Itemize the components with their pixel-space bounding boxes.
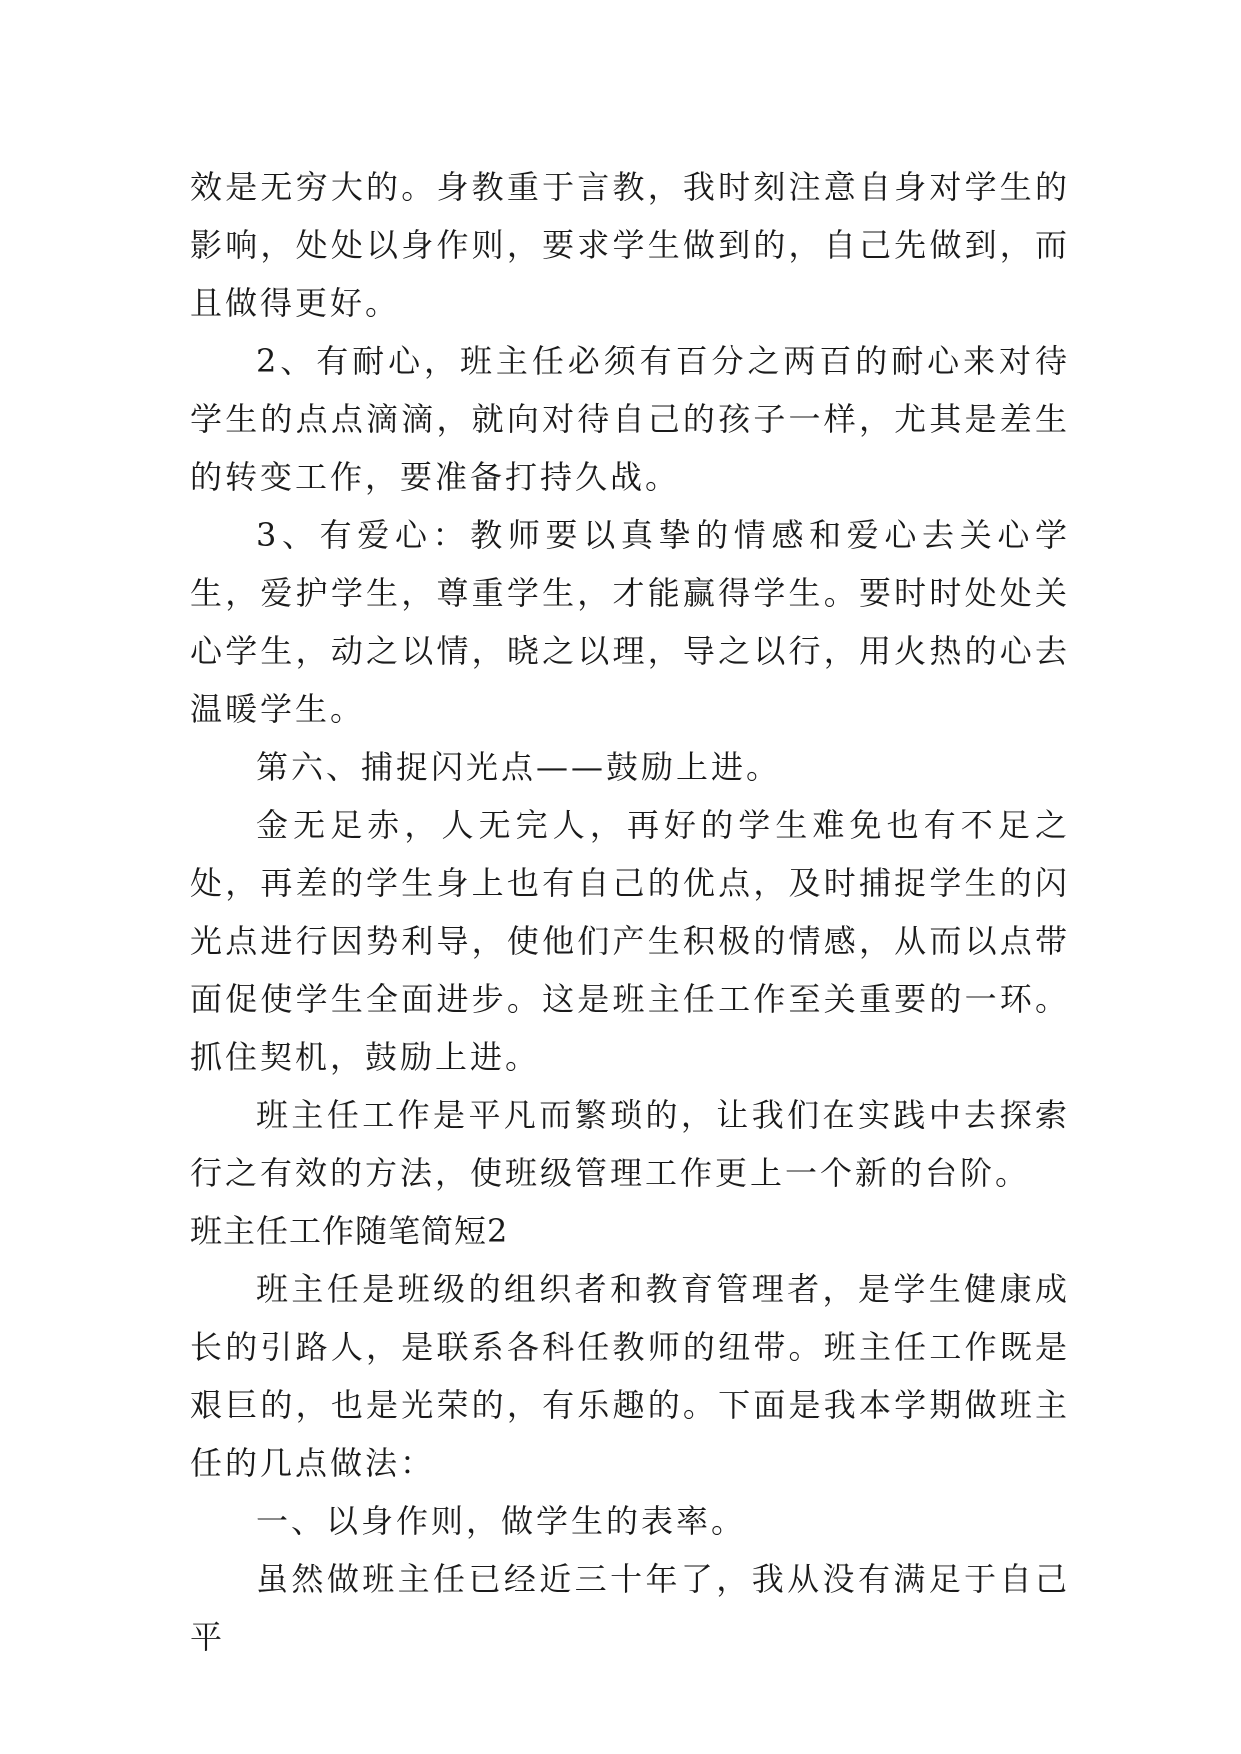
paragraph-patience: 2、有耐心，班主任必须有百分之两百的耐心来对待学生的点点滴滴，就向对待自己的孩子一样，尤其是差生的转变工作，要准备打持久战。: [190, 342, 1070, 496]
article-title-2: 班主任工作随笔简短2: [190, 1212, 509, 1250]
paragraph-love: 3、有爱心：教师要以真挚的情感和爱心去关心学生，爱护学生，尊重学生，才能赢得学生。要时时处处关心学生，动之以情，晓之以理，导之以行，用火热的心去温暖学生。: [190, 516, 1070, 728]
section-heading-six: 第六、捕捉闪光点——鼓励上进。: [256, 748, 782, 786]
paragraph-conclusion: 班主任工作是平凡而繁琐的，让我们在实践中去探索行之有效的方法，使班级管理工作更上一个新的台阶。: [190, 1096, 1070, 1192]
paragraph-highlights: 金无足赤，人无完人，再好的学生难免也有不足之处，再差的学生身上也有自己的优点，及时捕捉学生的闪光点进行因势利导，使他们产生积极的情感，从而以点带面促使学生全面进步。这是班主任工作至关重要的一环。抓住契机，鼓励上进。: [190, 806, 1070, 1076]
paragraph-continuation: 效是无穷大的。身教重于言教，我时刻注意自身对学生的影响，处处以身作则，要求学生做到的，自己先做到，而且做得更好。: [190, 168, 1070, 322]
section-heading-one: 一、以身作则，做学生的表率。: [256, 1502, 747, 1540]
paragraph-experience: 虽然做班主任已经近三十年了，我从没有满足于自己平: [190, 1560, 1070, 1656]
document-body: [190, 158, 1070, 1666]
paragraph-intro: 班主任是班级的组织者和教育管理者，是学生健康成长的引路人，是联系各科任教师的纽带。班主任工作既是艰巨的，也是光荣的，有乐趣的。下面是我本学期做班主任的几点做法：: [190, 1270, 1070, 1482]
